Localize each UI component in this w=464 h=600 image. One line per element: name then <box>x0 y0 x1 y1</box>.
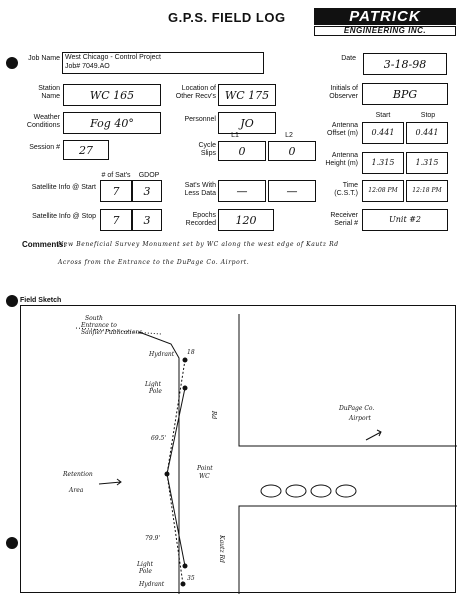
antenna-height-label: Antenna Height (m) <box>325 152 358 167</box>
note-airport-1: DuPage Co. <box>339 405 375 412</box>
station-name-value: WC 165 <box>89 88 135 102</box>
antenna-height-stop-value: 1.315 <box>415 158 439 167</box>
note-south-entrance-3: Sanfler Publications <box>81 329 143 336</box>
field-sketch-area[interactable] <box>20 305 456 593</box>
note-rd: Rd <box>210 410 218 420</box>
antenna-height-start-value: 1.315 <box>371 158 395 167</box>
job-name-label: Job Name <box>28 55 60 62</box>
location-other-recv-label: Location of Other Recv's <box>175 85 216 100</box>
comments-area[interactable] <box>22 236 454 276</box>
retention-arrow <box>99 479 121 485</box>
road-north-east-curb <box>239 314 457 446</box>
note-light-pole-top-1: Light <box>145 381 162 388</box>
sat-stop-gdop-value: 3 <box>143 213 151 227</box>
cycle-l2-header: L2 <box>285 132 293 139</box>
job-number-line: Job# 7049.AO <box>65 63 110 70</box>
session-value: 27 <box>79 143 93 157</box>
cycle-slips-l2-field[interactable] <box>268 141 316 161</box>
note-hydrant-bot: Hydrant <box>139 581 165 588</box>
note-dist-lower: 79.9' <box>145 535 161 542</box>
weather-label: Weather Conditions <box>26 114 60 129</box>
job-name-line1: West Chicago - Control Project <box>65 54 161 61</box>
company-logo <box>312 8 458 36</box>
wc-point-symbol <box>165 472 170 477</box>
epochs-label: Epochs Recorded <box>185 212 216 227</box>
light-pole-bot-symbol <box>183 564 188 569</box>
note-retention-1: Retention <box>63 471 93 478</box>
island-2 <box>286 485 306 497</box>
field-sketch-label: Field Sketch <box>20 297 62 304</box>
less-data-l1-field[interactable] <box>218 180 266 202</box>
comments-line1: New Beneficial Survey Monument set by WC along the west edge of Kautz Rd <box>58 241 339 248</box>
tie-upper <box>167 388 185 474</box>
note-south-entrance-2: Entrance to <box>81 322 117 329</box>
epochs-value: 120 <box>235 213 257 227</box>
sat-start-gdop-value: 3 <box>143 184 151 198</box>
sat-stop-sats-value: 7 <box>112 213 120 227</box>
form-title: G.P.S. FIELD LOG <box>168 10 286 25</box>
island-1 <box>261 485 281 497</box>
date-label: Date <box>341 55 356 62</box>
cycle-slips-l1-field[interactable] <box>218 141 266 161</box>
time-start-field[interactable] <box>362 180 404 202</box>
sat-start-sats-value: 7 <box>112 184 120 198</box>
cycle-slips-label: Cycle Slips <box>198 142 216 157</box>
weather-value: Fog 40° <box>90 116 134 130</box>
cycle-slips-l1-value: 0 <box>238 144 246 158</box>
road-west-curb <box>139 332 179 594</box>
antenna-offset-stop-field[interactable] <box>406 122 448 144</box>
personnel-label: Personnel <box>184 116 216 123</box>
session-field[interactable] <box>63 140 109 160</box>
less-data-label: Sat's With Less Data <box>184 182 216 197</box>
initials-field[interactable] <box>362 83 448 105</box>
note-retention-2: Area <box>69 487 84 494</box>
road-south-east-curb <box>239 506 457 594</box>
sketch-drawing <box>21 306 457 594</box>
time-stop-field[interactable] <box>406 180 448 202</box>
note-num-top: 18 <box>187 349 195 356</box>
station-name-label: Station Name <box>38 85 60 100</box>
comments-line2: Across from the Entrance to the DuPage Co. Airport. <box>58 259 250 266</box>
note-airport-2: Airport <box>349 415 371 422</box>
initials-value: BPG <box>392 87 418 101</box>
light-pole-top-symbol <box>183 386 188 391</box>
logo-subtitle: ENGINEERING INC. <box>314 26 456 36</box>
personnel-field[interactable] <box>218 112 276 134</box>
note-light-pole-bot-1: Light <box>137 561 154 568</box>
antenna-height-stop-field[interactable] <box>406 152 448 174</box>
time-stop-value: 12:18 PM <box>412 187 442 194</box>
island-4 <box>336 485 356 497</box>
note-point-2: WC <box>199 473 210 480</box>
antenna-offset-label: Antenna Offset (m) <box>327 122 358 137</box>
antenna-offset-start-field[interactable] <box>362 122 404 144</box>
receiver-serial-label: Receiver Serial # <box>330 212 358 227</box>
sat-stop-gdop-field[interactable] <box>132 209 162 231</box>
cycle-l1-header: L1 <box>231 132 239 139</box>
location-other-recv-field[interactable] <box>218 84 276 106</box>
receiver-serial-field[interactable] <box>362 209 448 231</box>
cycle-slips-l2-value: 0 <box>288 144 296 158</box>
session-label: Session # <box>29 144 60 151</box>
initials-label: Initials of Observer <box>329 85 358 100</box>
location-other-recv-value: WC 175 <box>224 88 270 102</box>
date-field[interactable] <box>363 53 447 75</box>
less-data-l2-field[interactable] <box>268 180 316 202</box>
sat-start-gdop-field[interactable] <box>132 180 162 202</box>
note-dist-upper: 69.5' <box>151 435 167 442</box>
sat-info-stop-label: Satellite Info @ Stop <box>32 213 96 220</box>
antenna-stop-header: Stop <box>420 112 436 119</box>
personnel-value: JO <box>240 116 254 130</box>
note-point-1: Point <box>197 465 213 472</box>
time-label: Time (C.S.T.) <box>334 182 358 197</box>
note-kautz-rd: Kautz Rd <box>217 535 225 563</box>
date-value: 3-18-98 <box>383 57 427 71</box>
weather-field[interactable] <box>63 112 161 134</box>
sat-stop-sats-field[interactable] <box>100 209 132 231</box>
antenna-offset-start-value: 0.441 <box>371 128 395 137</box>
tie-lower <box>167 474 185 566</box>
binder-hole-middle <box>6 295 18 307</box>
binder-hole-bottom <box>6 537 18 549</box>
comments-label: Comments: <box>22 240 67 249</box>
hydrant-bot-symbol <box>181 582 186 587</box>
station-name-field[interactable] <box>63 84 161 106</box>
antenna-start-header: Start <box>375 112 391 119</box>
antenna-height-start-field[interactable] <box>362 152 404 174</box>
note-light-pole-top-2: Pole <box>149 388 162 395</box>
gdop-header: GDOP <box>138 172 160 179</box>
time-start-value: 12:08 PM <box>368 187 398 194</box>
note-hydrant-top: Hydrant <box>149 351 175 358</box>
note-south-entrance-1: South <box>85 315 103 322</box>
receiver-serial-value: Unit #2 <box>388 215 421 224</box>
note-light-pole-bot-2: Pole <box>139 568 152 575</box>
sats-header: # of Sat's <box>101 172 131 179</box>
binder-hole-top <box>6 57 18 69</box>
epochs-field[interactable] <box>218 209 274 231</box>
sat-start-sats-field[interactable] <box>100 180 132 202</box>
less-data-l1-value: — <box>236 184 248 198</box>
airport-arrow <box>366 430 381 440</box>
logo-brand: PATRICK <box>314 8 456 25</box>
island-3 <box>311 485 331 497</box>
job-name-field[interactable] <box>62 52 264 74</box>
hydrant-top-symbol <box>183 358 188 363</box>
antenna-offset-stop-value: 0.441 <box>415 128 439 137</box>
less-data-l2-value: — <box>286 184 298 198</box>
sat-info-start-label: Satellite Info @ Start <box>31 184 96 191</box>
note-num-bot: 35 <box>187 575 195 582</box>
